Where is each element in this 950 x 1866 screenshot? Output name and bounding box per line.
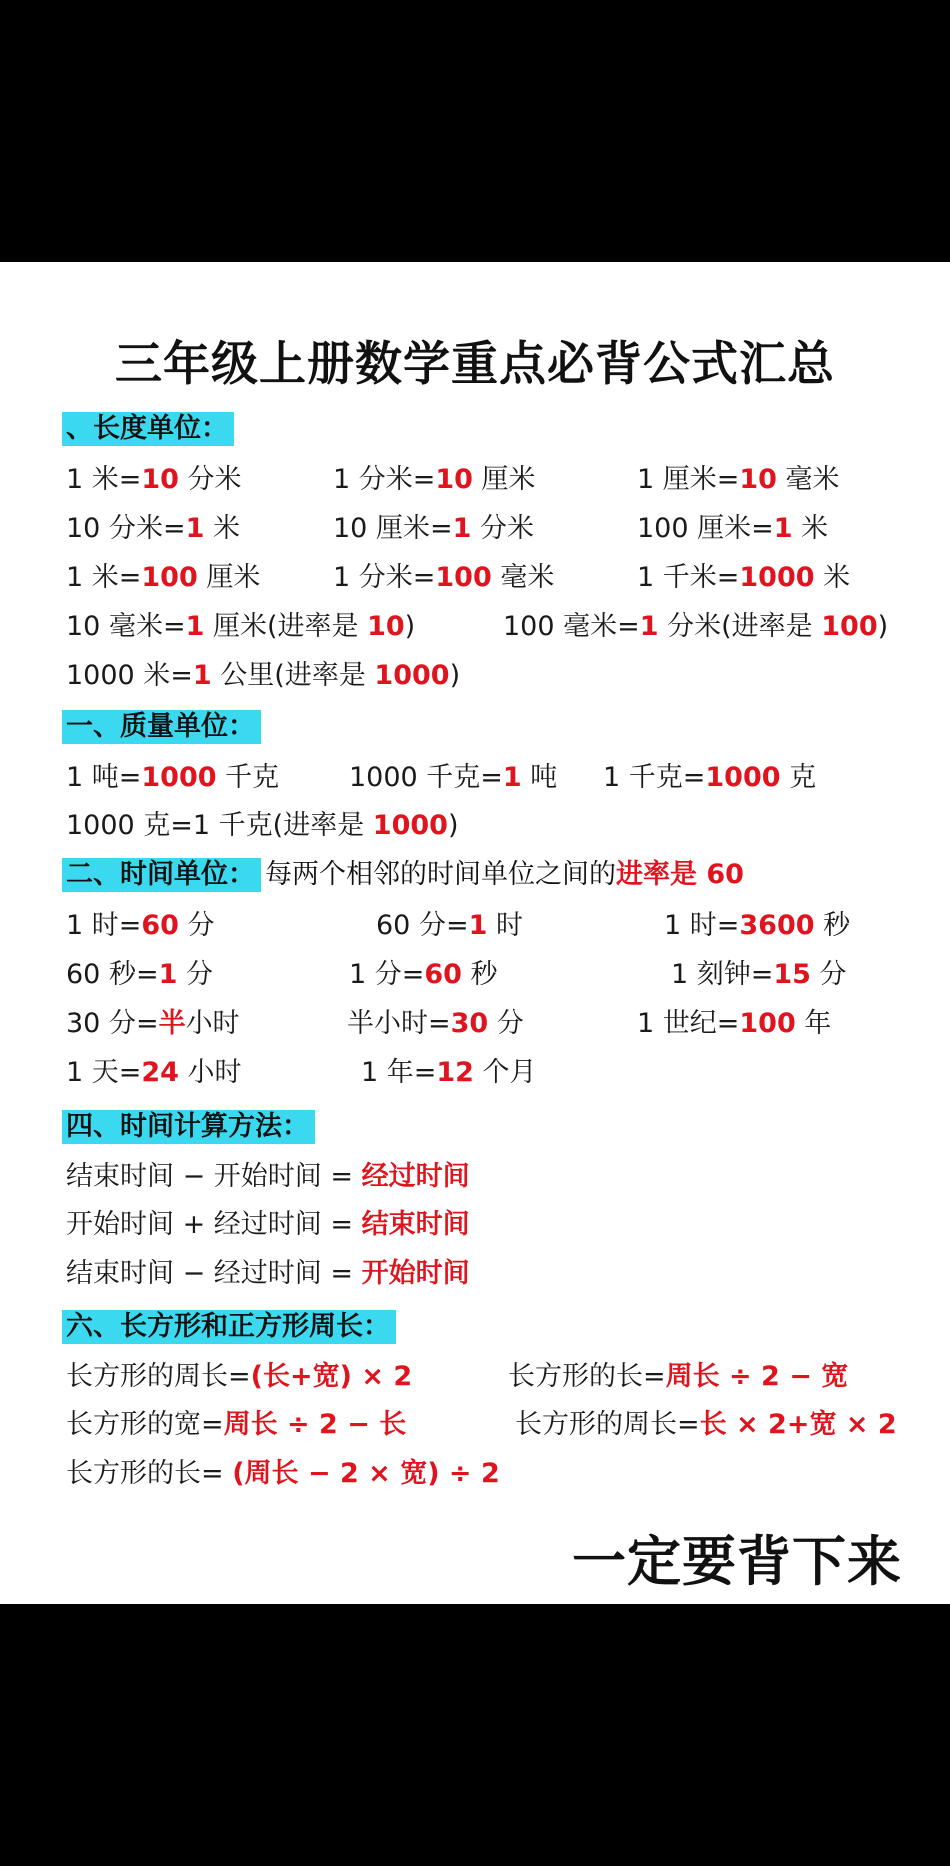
formula-text: 分米(进率是 xyxy=(658,611,822,642)
formula-value: 经过时间 xyxy=(361,1161,470,1192)
formula-value: 1000 xyxy=(372,810,448,841)
formula-text: 厘米(进率是 xyxy=(204,611,368,642)
formula-item xyxy=(508,1357,848,1397)
formula-item xyxy=(66,509,240,549)
formula-text: 分 xyxy=(810,959,847,990)
formula-item xyxy=(66,460,242,500)
formula-text: 100 厘米= xyxy=(637,513,774,544)
formula-item xyxy=(333,509,534,549)
formula-text: 米 xyxy=(204,513,240,544)
formula-item xyxy=(66,1405,406,1445)
formula-item xyxy=(66,806,459,846)
formula-value: 10 xyxy=(141,464,179,495)
formula-item xyxy=(671,955,847,995)
formula-text: 个月 xyxy=(473,1057,537,1088)
formula-text: 秒 xyxy=(814,910,851,941)
formula-item xyxy=(66,955,213,995)
formula-value: 100 xyxy=(821,611,878,642)
formula-value: 30 xyxy=(450,1008,489,1039)
formula-item xyxy=(637,1004,831,1044)
formula-text: 1 吨= xyxy=(66,762,142,793)
formula-value: 1000 xyxy=(374,660,450,691)
formula-item xyxy=(66,1357,412,1397)
formula-text: 毫米 xyxy=(491,562,555,593)
formula-text: 厘米 xyxy=(197,562,261,593)
formula-text: ) xyxy=(404,611,416,642)
formula-value: 结束时间 xyxy=(361,1209,470,1240)
formula-value: 1 xyxy=(185,513,205,544)
formula-item xyxy=(515,1405,897,1445)
formula-item xyxy=(66,1454,500,1494)
section-heading-label: 六、长方形和正方形周长： xyxy=(62,1310,396,1344)
formula-text: 1 时= xyxy=(66,910,142,941)
formula-item xyxy=(66,1205,470,1245)
formula-text: 100 毫米= xyxy=(503,611,640,642)
formula-text: 克 xyxy=(780,762,817,793)
formula-value: 60 xyxy=(141,910,179,941)
formula-value: 1 xyxy=(192,660,212,691)
formula-text: 10 分米= xyxy=(66,513,186,544)
formula-value: 1 xyxy=(158,959,178,990)
formula-value: 60 xyxy=(424,959,462,990)
formula-text: 1 厘米= xyxy=(637,464,740,495)
formula-value: 100 xyxy=(435,562,492,593)
formula-text: 分米 xyxy=(178,464,242,495)
formula-text: 1000 千克= xyxy=(349,762,503,793)
formula-item xyxy=(664,906,850,946)
formula-text: 1 米= xyxy=(66,464,142,495)
formula-item xyxy=(637,558,850,598)
formula-item xyxy=(66,906,215,946)
formula-text: 1000 克=1 千克(进率是 xyxy=(66,810,373,841)
formula-text: 千克 xyxy=(216,762,280,793)
formula-text: ) xyxy=(447,810,459,841)
formula-text: 吨 xyxy=(521,762,558,793)
formula-text: 开始时间 + 经过时间 = xyxy=(66,1209,362,1240)
formula-value: 开始时间 xyxy=(361,1258,470,1289)
section-note: 每两个相邻的时间单位之间的进率是 60 xyxy=(265,859,744,890)
formula-text: 1 千克= xyxy=(603,762,706,793)
formula-text: 长方形的宽= xyxy=(66,1409,224,1440)
formula-text: 1000 米= xyxy=(66,660,193,691)
formula-value: 100 xyxy=(739,1008,796,1039)
formula-text: 1 刻钟= xyxy=(671,959,774,990)
formula-text: 长方形的长= xyxy=(508,1361,666,1392)
page-title: 三年级上册数学重点必背公式汇总 xyxy=(115,337,835,392)
formula-item xyxy=(66,1053,242,1093)
formula-text: 时 xyxy=(487,910,523,941)
formula-value: 24 xyxy=(141,1057,179,1088)
formula-text: 半小时= xyxy=(347,1008,451,1039)
formula-item xyxy=(66,607,415,647)
formula-value: 1 xyxy=(502,762,522,793)
formula-value: 周长 ÷ 2 − 宽 xyxy=(665,1361,849,1392)
section-heading-label: 四、时间计算方法： xyxy=(62,1110,315,1144)
formula-value: 15 xyxy=(773,959,811,990)
formula-value: 10 xyxy=(435,464,473,495)
formula-item xyxy=(349,758,557,798)
formula-item xyxy=(66,1157,470,1197)
formula-text: 分 xyxy=(177,959,213,990)
formula-text: 30 分= xyxy=(66,1008,159,1039)
formula-item xyxy=(66,1004,240,1044)
formula-text: 分 xyxy=(178,910,215,941)
formula-value: 1 xyxy=(468,910,488,941)
formula-value: 10 xyxy=(367,611,405,642)
formula-value: 1 xyxy=(639,611,659,642)
formula-text: 公里(进率是 xyxy=(211,660,375,691)
formula-text: 10 毫米= xyxy=(66,611,186,642)
formula-text: 1 年= xyxy=(361,1057,437,1088)
formula-value: (周长 − 2 × 宽) ÷ 2 xyxy=(232,1458,500,1489)
formula-text: 长方形的周长= xyxy=(66,1361,251,1392)
formula-item xyxy=(66,1254,470,1294)
formula-text: 1 时= xyxy=(664,910,740,941)
formula-item xyxy=(603,758,816,798)
formula-item xyxy=(66,558,260,598)
formula-text: 小时 xyxy=(178,1057,242,1088)
formula-value: (长+宽) × 2 xyxy=(250,1361,413,1392)
formula-item xyxy=(333,460,536,500)
section-heading-label: 二、时间单位： xyxy=(62,858,261,892)
formula-item xyxy=(361,1053,537,1093)
formula-text: 结束时间 − 经过时间 = xyxy=(66,1258,362,1289)
formula-text: 结束时间 − 开始时间 = xyxy=(66,1161,362,1192)
formula-text: 1 千米= xyxy=(637,562,740,593)
formula-text: 小时 xyxy=(185,1008,240,1039)
formula-text: 年 xyxy=(795,1008,832,1039)
formula-item xyxy=(376,906,523,946)
formula-item xyxy=(333,558,554,598)
section-heading-label: 一、质量单位： xyxy=(62,710,261,744)
formula-value: 1 xyxy=(452,513,472,544)
formula-text: 秒 xyxy=(461,959,498,990)
formula-text: 毫米 xyxy=(776,464,840,495)
formula-value: 10 xyxy=(739,464,777,495)
formula-item xyxy=(66,758,279,798)
formula-text: 厘米 xyxy=(472,464,536,495)
formula-item xyxy=(637,509,828,549)
formula-text: 1 分米= xyxy=(333,464,436,495)
section-heading xyxy=(62,1310,396,1344)
formula-text: 10 厘米= xyxy=(333,513,453,544)
formula-text: 1 天= xyxy=(66,1057,142,1088)
formula-value: 3600 xyxy=(739,910,815,941)
tagline: 一定要背下来 xyxy=(572,1530,902,1593)
formula-text: 60 秒= xyxy=(66,959,159,990)
formula-item xyxy=(66,656,460,696)
formula-value: 1000 xyxy=(739,562,815,593)
formula-text: 分米 xyxy=(471,513,534,544)
formula-text: 分 xyxy=(488,1008,524,1039)
formula-value: 长 × 2+宽 × 2 xyxy=(699,1409,897,1440)
section-heading xyxy=(62,710,261,744)
formula-text: ) xyxy=(877,611,889,642)
formula-text: 1 世纪= xyxy=(637,1008,740,1039)
formula-text: 米 xyxy=(814,562,851,593)
formula-value: 周长 ÷ 2 − 长 xyxy=(223,1409,407,1440)
formula-text: 米 xyxy=(792,513,829,544)
formula-value: 1 xyxy=(773,513,793,544)
formula-text: ) xyxy=(449,660,461,691)
formula-text: 1 分= xyxy=(349,959,425,990)
formula-text: 60 分= xyxy=(376,910,469,941)
formula-text: 1 米= xyxy=(66,562,142,593)
formula-item xyxy=(637,460,840,500)
formula-value: 1000 xyxy=(705,762,781,793)
formula-item xyxy=(503,607,888,647)
formula-value: 1 xyxy=(185,611,205,642)
formula-text: 长方形的周长= xyxy=(515,1409,700,1440)
formula-item xyxy=(349,955,498,995)
formula-value: 12 xyxy=(436,1057,474,1088)
section-heading xyxy=(62,858,744,892)
section-heading xyxy=(62,412,234,446)
formula-value: 1000 xyxy=(141,762,217,793)
formula-text: 长方形的长= xyxy=(66,1458,233,1489)
formula-value: 100 xyxy=(141,562,198,593)
formula-item xyxy=(347,1004,524,1044)
formula-text: 1 分米= xyxy=(333,562,436,593)
section-heading-label: 、长度单位： xyxy=(62,412,234,446)
section-heading xyxy=(62,1110,315,1144)
formula-value: 半 xyxy=(158,1008,186,1039)
